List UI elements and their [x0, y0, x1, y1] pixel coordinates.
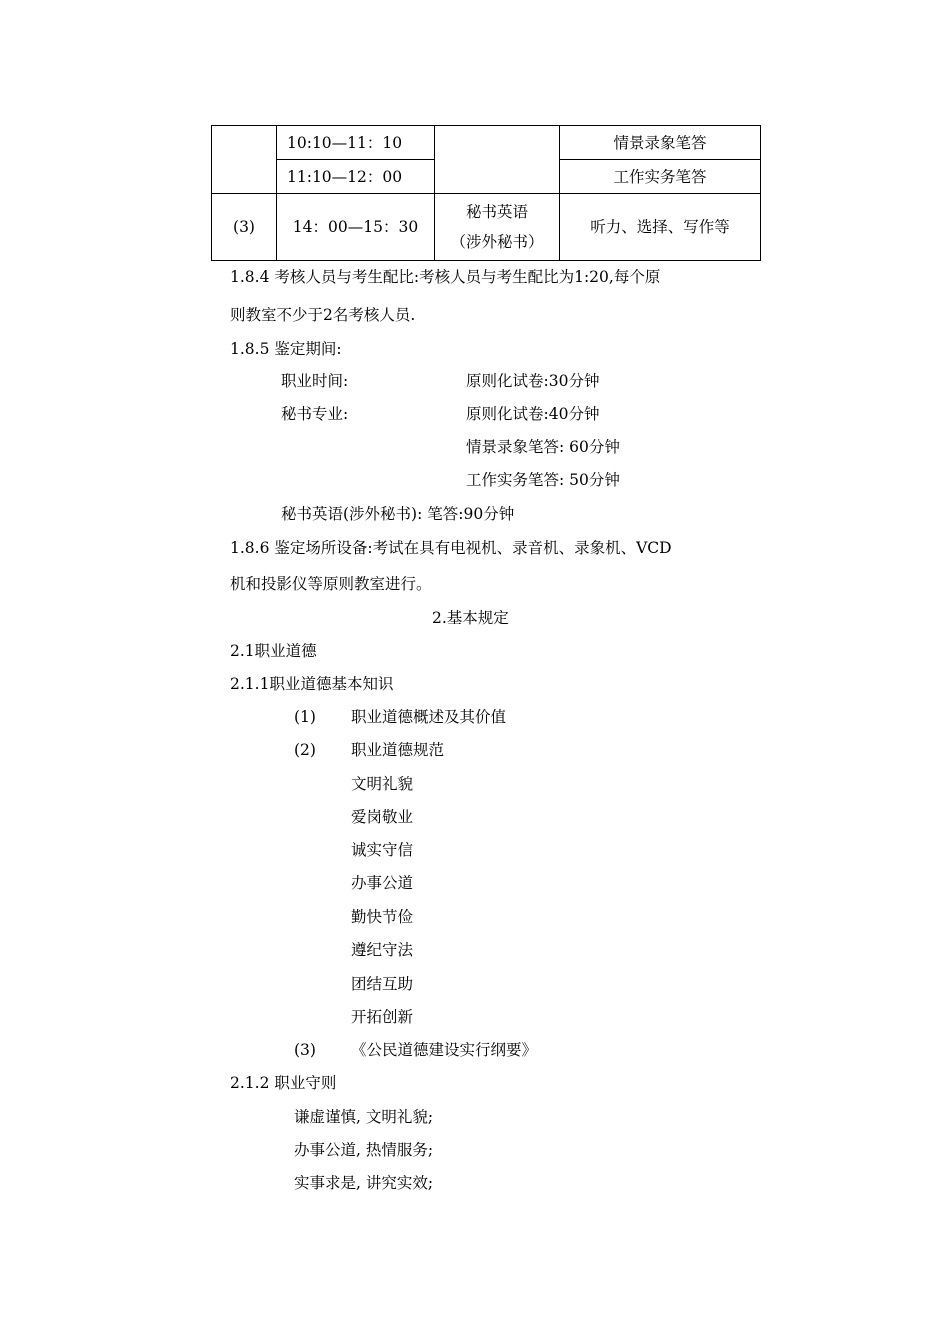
section-1-8-6-line2: 机和投影仪等原则教室进行。 — [230, 575, 432, 593]
secretary-value-2: 情景录象笔答: 60分钟 — [466, 438, 620, 456]
rule-item: 谦虚谨慎, 文明礼貌; — [294, 1108, 434, 1126]
item-1-number: (1) — [294, 708, 316, 726]
section-2-title: 2.基本规定 — [432, 609, 509, 627]
section-1-8-5-heading: 1.8.5 鉴定期间: — [230, 340, 342, 358]
item-3-number: (3) — [294, 1041, 316, 1059]
item-2-number: (2) — [294, 741, 316, 759]
item-2-text: 职业道德规范 — [351, 741, 445, 759]
secretary-label: 秘书专业: — [281, 405, 349, 423]
norm-item: 遵纪守法 — [351, 941, 414, 959]
exam-schedule-table — [211, 125, 761, 261]
item-1-text: 职业道德概述及其价值 — [351, 708, 507, 726]
section-1-8-6-line1: 1.8.6 鉴定场所设备:考试在具有电视机、录音机、录象机、VCD — [230, 539, 672, 557]
vocation-time-label: 职业时间: — [281, 372, 349, 390]
table-cell-content: 听力、选择、写作等 — [560, 194, 761, 261]
table-cell-content: 情景录象笔答 — [560, 126, 761, 160]
norm-item: 开拓创新 — [351, 1008, 414, 1026]
secretary-value-1: 原则化试卷:40分钟 — [466, 405, 600, 423]
section-1-8-4-line2: 则教室不少于2名考核人员. — [230, 306, 416, 324]
rule-item: 办事公道, 热情服务; — [294, 1141, 434, 1159]
table-cell-index-empty — [212, 126, 277, 194]
section-2-1-2-heading: 2.1.2 职业守则 — [230, 1074, 337, 1092]
table-cell-time: 14：00—15：30 — [277, 194, 435, 261]
section-2-1-1-heading: 2.1.1职业道德基本知识 — [230, 675, 394, 693]
vocation-time-value: 原则化试卷:30分钟 — [466, 372, 600, 390]
norm-item: 勤快节俭 — [351, 908, 414, 926]
table-cell-subject — [435, 194, 560, 261]
item-3-text: 《公民道德建设实行纲要》 — [351, 1041, 538, 1059]
section-2-1-heading: 2.1职业道德 — [230, 642, 317, 660]
section-1-8-4-line1: 1.8.4 考核人员与考生配比:考核人员与考生配比为1:20,每个原 — [230, 268, 661, 286]
secretary-value-3: 工作实务笔答: 50分钟 — [466, 471, 620, 489]
norm-item: 爱岗敬业 — [351, 808, 414, 826]
table-cell-subject-empty — [435, 126, 560, 194]
table-cell-time: 11:10—12：00 — [277, 160, 435, 194]
table-cell-content: 工作实务笔答 — [560, 160, 761, 194]
subject-line-1: 秘书英语 — [465, 203, 528, 221]
subject-line-2: （涉外秘书） — [450, 233, 544, 251]
norm-item: 诚实守信 — [351, 841, 414, 859]
norm-item: 团结互助 — [351, 975, 414, 993]
norm-item: 文明礼貌 — [351, 775, 414, 793]
table-cell-index: (3) — [212, 194, 277, 261]
table-cell-time: 10:10—11：10 — [277, 126, 435, 160]
secretary-english-duration: 秘书英语(涉外秘书): 笔答:90分钟 — [281, 505, 515, 523]
norm-item: 办事公道 — [351, 874, 414, 892]
rule-item: 实事求是, 讲究实效; — [294, 1174, 434, 1192]
